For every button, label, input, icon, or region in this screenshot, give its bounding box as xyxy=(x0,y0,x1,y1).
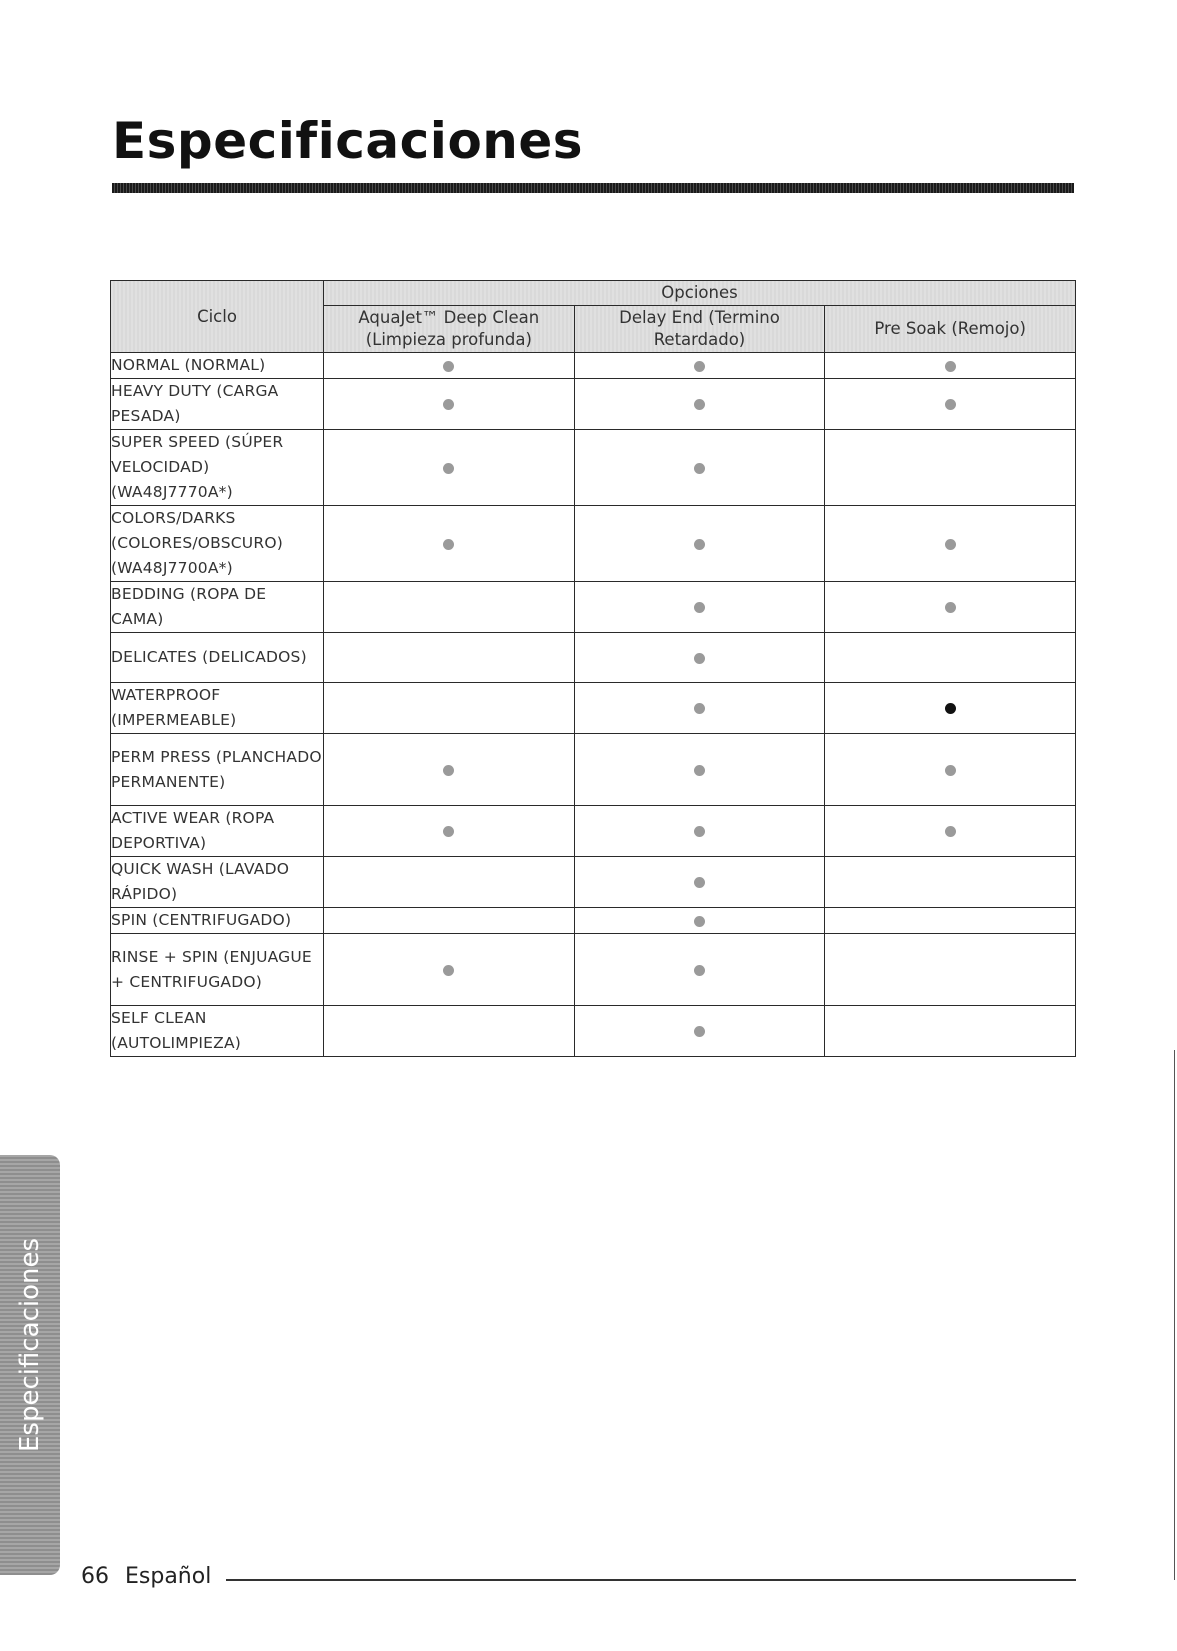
bullet-dot-icon xyxy=(945,399,956,410)
bullet-dot-icon xyxy=(945,361,956,372)
cycle-name: HEAVY DUTY (CARGA PESADA) xyxy=(111,379,324,430)
option-cell-delay-end xyxy=(574,908,825,934)
option-cell-aquajet xyxy=(324,379,575,430)
option-cell-delay-end xyxy=(574,633,825,683)
option-cell-pre-soak xyxy=(825,379,1076,430)
option-cell-delay-end xyxy=(574,683,825,734)
cycle-name: WATERPROOF (IMPERMEABLE) xyxy=(111,683,324,734)
option-cell-pre-soak xyxy=(825,683,1076,734)
bullet-dot-icon xyxy=(694,826,705,837)
option-cell-delay-end xyxy=(574,430,825,506)
bullet-dot-icon xyxy=(694,965,705,976)
title-rule xyxy=(112,183,1074,193)
table-row xyxy=(111,633,1076,683)
specifications-table xyxy=(110,280,1076,1057)
option-cell-pre-soak xyxy=(825,430,1076,506)
option-cell-pre-soak xyxy=(825,353,1076,379)
table-row xyxy=(111,430,1076,506)
option-cell-delay-end xyxy=(574,582,825,633)
bullet-dot-icon xyxy=(443,765,454,776)
table-row xyxy=(111,806,1076,857)
option-cell-delay-end xyxy=(574,934,825,1006)
table-row xyxy=(111,582,1076,633)
cycle-name: QUICK WASH (LAVADO RÁPIDO) xyxy=(111,857,324,908)
bullet-dot-icon xyxy=(443,361,454,372)
bullet-dot-icon xyxy=(694,877,705,888)
option-cell-aquajet xyxy=(324,582,575,633)
header-delay-end: Delay End (Termino Retardado) xyxy=(574,306,825,353)
option-cell-aquajet xyxy=(324,353,575,379)
option-cell-aquajet xyxy=(324,430,575,506)
bullet-dot-icon xyxy=(443,463,454,474)
table-row xyxy=(111,1006,1076,1057)
bullet-dot-icon xyxy=(694,463,705,474)
bullet-dot-icon xyxy=(945,765,956,776)
option-cell-delay-end xyxy=(574,1006,825,1057)
option-cell-delay-end xyxy=(574,806,825,857)
bullet-dot-icon xyxy=(443,399,454,410)
option-cell-aquajet xyxy=(324,683,575,734)
cycle-name: NORMAL (NORMAL) xyxy=(111,353,324,379)
option-cell-pre-soak xyxy=(825,908,1076,934)
side-tab-label: Especificaciones xyxy=(15,1237,45,1453)
option-cell-aquajet xyxy=(324,734,575,806)
footer-rule xyxy=(226,1579,1076,1581)
option-cell-pre-soak xyxy=(825,934,1076,1006)
option-cell-delay-end xyxy=(574,506,825,582)
cycle-name: SUPER SPEED (SÚPER VELOCIDAD) (WA48J7770A*) xyxy=(111,430,324,506)
bullet-dot-icon xyxy=(694,653,705,664)
bullet-dot-icon xyxy=(694,765,705,776)
table-row xyxy=(111,379,1076,430)
option-cell-delay-end xyxy=(574,353,825,379)
bullet-dot-icon xyxy=(694,916,705,927)
cycle-name: COLORS/DARKS (COLORES/OBSCURO) (WA48J7700A*) xyxy=(111,506,324,582)
option-cell-delay-end xyxy=(574,379,825,430)
bullet-dot-icon xyxy=(694,361,705,372)
table-body xyxy=(111,353,1076,1057)
option-cell-aquajet xyxy=(324,934,575,1006)
option-cell-pre-soak xyxy=(825,506,1076,582)
option-cell-aquajet xyxy=(324,506,575,582)
bullet-dot-icon xyxy=(694,1026,705,1037)
table-row xyxy=(111,353,1076,379)
option-cell-pre-soak xyxy=(825,633,1076,683)
option-cell-aquajet xyxy=(324,857,575,908)
option-cell-pre-soak xyxy=(825,734,1076,806)
option-cell-aquajet xyxy=(324,633,575,683)
bullet-dot-icon xyxy=(945,703,956,714)
page-title: Especificaciones xyxy=(112,112,584,170)
table-row xyxy=(111,934,1076,1006)
cycle-name: SPIN (CENTRIFUGADO) xyxy=(111,908,324,934)
header-aquajet: AquaJet™ Deep Clean (Limpieza profunda) xyxy=(324,306,575,353)
option-cell-delay-end xyxy=(574,734,825,806)
page-number: 66 xyxy=(81,1564,109,1589)
table-row xyxy=(111,734,1076,806)
cycle-name: DELICATES (DELICADOS) xyxy=(111,633,324,683)
table-row xyxy=(111,683,1076,734)
option-cell-aquajet xyxy=(324,806,575,857)
option-cell-pre-soak xyxy=(825,806,1076,857)
table-row xyxy=(111,506,1076,582)
option-cell-aquajet xyxy=(324,908,575,934)
table-row xyxy=(111,857,1076,908)
cycle-name: SELF CLEAN (AUTOLIMPIEZA) xyxy=(111,1006,324,1057)
bullet-dot-icon xyxy=(945,826,956,837)
bullet-dot-icon xyxy=(694,602,705,613)
page-edge-mark xyxy=(1174,1050,1175,1580)
cycle-name: ACTIVE WEAR (ROPA DEPORTIVA) xyxy=(111,806,324,857)
bullet-dot-icon xyxy=(443,965,454,976)
bullet-dot-icon xyxy=(945,539,956,550)
bullet-dot-icon xyxy=(694,399,705,410)
cycle-name: BEDDING (ROPA DE CAMA) xyxy=(111,582,324,633)
option-cell-pre-soak xyxy=(825,857,1076,908)
bullet-dot-icon xyxy=(945,602,956,613)
cycle-name: PERM PRESS (PLANCHADO PERMANENTE) xyxy=(111,734,324,806)
option-cell-pre-soak xyxy=(825,1006,1076,1057)
bullet-dot-icon xyxy=(443,826,454,837)
header-cycle: Ciclo xyxy=(111,281,324,353)
table-row xyxy=(111,908,1076,934)
bullet-dot-icon xyxy=(694,539,705,550)
header-options: Opciones xyxy=(324,281,1076,306)
cycle-name: RINSE + SPIN (ENJUAGUE + CENTRIFUGADO) xyxy=(111,934,324,1006)
option-cell-pre-soak xyxy=(825,582,1076,633)
bullet-dot-icon xyxy=(694,703,705,714)
header-pre-soak: Pre Soak (Remojo) xyxy=(825,306,1076,353)
footer-language: Español xyxy=(125,1564,212,1589)
option-cell-aquajet xyxy=(324,1006,575,1057)
option-cell-delay-end xyxy=(574,857,825,908)
bullet-dot-icon xyxy=(443,539,454,550)
